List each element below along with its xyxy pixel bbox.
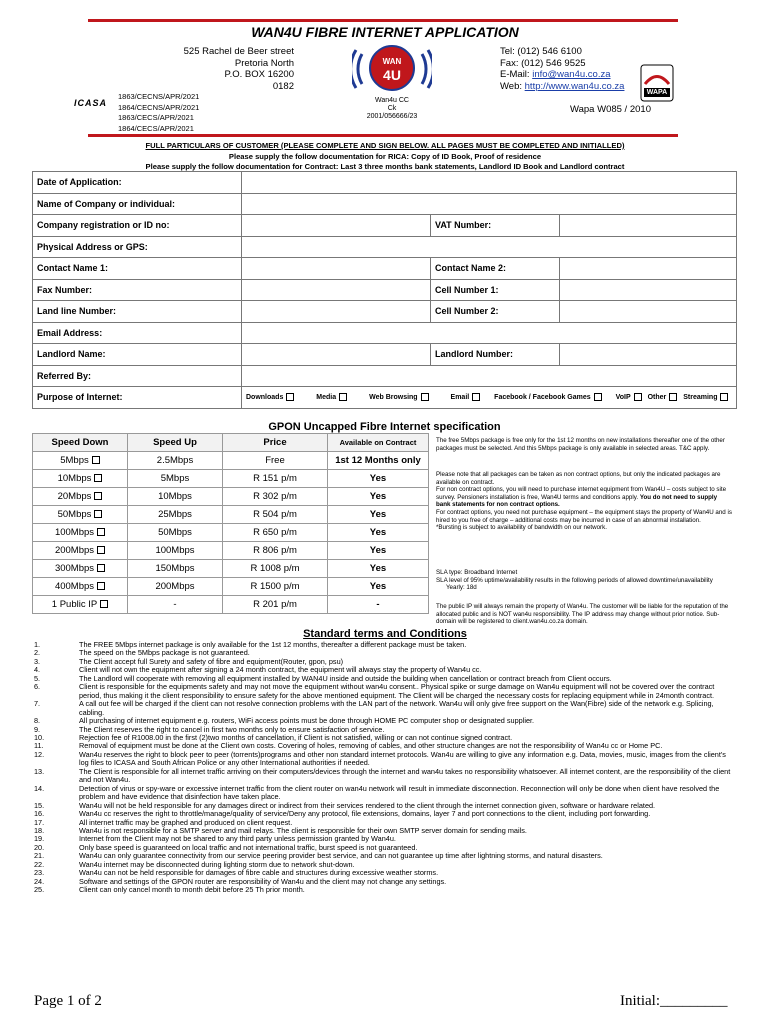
contact1-label: Contact Name 1:	[33, 258, 242, 280]
term-item	[34, 700, 734, 717]
cell-text: Free	[265, 455, 285, 466]
term-number: 19.	[34, 834, 45, 844]
term-number: 7.	[34, 699, 41, 709]
spec-cell	[328, 560, 429, 578]
col-header: Speed Down	[33, 434, 128, 452]
note-bold: You do not need to supply bank statements for non contract options.	[436, 493, 718, 509]
spec-cell	[128, 470, 223, 488]
spec-cell	[33, 560, 128, 578]
term-number: 2.	[34, 648, 41, 658]
reg-field[interactable]	[242, 215, 431, 237]
col-header: Price	[223, 434, 328, 452]
vat-label: VAT Number:	[431, 215, 560, 237]
note-line: SLA level of 95% uptime/availability results in the following periods of allowed downtime/unavailability	[436, 576, 713, 584]
spec-cell	[328, 578, 429, 596]
landline-field[interactable]	[242, 301, 431, 323]
option-label: Web Browsing	[369, 394, 418, 402]
speed-checkbox[interactable]	[94, 492, 102, 500]
web-label: Web:	[500, 80, 525, 92]
company-field[interactable]	[242, 193, 737, 215]
col-header: Available on Contract	[328, 434, 429, 452]
term-number: 11.	[34, 741, 44, 751]
term-item	[34, 683, 734, 700]
cell-text: 150Mbps	[155, 563, 195, 574]
cell-text: Yes	[369, 473, 387, 484]
checkbox[interactable]	[594, 393, 602, 401]
option-label: Email	[450, 394, 470, 402]
spec-row	[33, 470, 429, 488]
landlord-number-label: Landlord Number:	[431, 344, 560, 366]
term-number: 15.	[34, 800, 45, 810]
checkbox[interactable]	[669, 393, 677, 401]
instruction-line: Please supply the follow documentation for Contract: Last 3 three months bank statements, Landlord ID Book and Landlord contract	[145, 162, 625, 171]
spec-cell	[33, 596, 128, 614]
top-divider	[88, 19, 678, 22]
term-number: 21.	[34, 851, 45, 861]
term-number: 22.	[34, 859, 45, 869]
form-row	[33, 279, 737, 301]
option-label: VoIP	[615, 394, 631, 402]
note-text: For non contract options, you will need to purchase internet equipment from Wan4U – costs subject to site survey. Pensioners installation is free, Wan4U terms and conditions apply.	[436, 486, 727, 501]
term-item	[34, 768, 734, 785]
spec-title: GPON Uncapped Fibre Internet specification	[268, 421, 501, 433]
term-number: 4.	[34, 665, 41, 675]
term-text: The FREE 5Mbps internet package is only available for the 1st 12 months, thereafter a different package must be taken.	[79, 640, 467, 649]
term-text: Wan4u is not responsible for a SMTP server and mail relays. The client is responsible for their own SMTP server domain for sending mails.	[79, 825, 527, 835]
icasa-logo: ICASA	[74, 98, 108, 108]
term-text: Removal of equipment must be done at the Client own costs. Covering of holes, removing of cables, and other structure changes are not the responsibility of Wan4u cc or Home PC.	[79, 741, 663, 751]
spec-cell	[328, 488, 429, 506]
landlord-name-label: Landlord Name:	[33, 344, 242, 366]
checkbox[interactable]	[286, 393, 294, 401]
cell-text: 10Mbps	[57, 473, 92, 484]
note-line: Please note that all packages can be taken as non contract options, but only the indicated packages are available on contract.	[436, 471, 721, 486]
company-label: Name of Company or individual:	[33, 193, 242, 215]
form-row	[33, 387, 737, 409]
speed-checkbox[interactable]	[100, 600, 108, 608]
cell-text: 5Mbps	[160, 473, 190, 484]
ref-line: 1864/CECNS/APR/2021	[118, 102, 200, 112]
email-label: E-Mail:	[500, 69, 533, 80]
cell-text: 10Mbps	[158, 491, 192, 502]
term-number: 20.	[34, 842, 45, 852]
spec-cell	[328, 506, 429, 524]
spec-cell	[223, 470, 328, 488]
term-item	[34, 785, 734, 802]
cell-text: 100Mbps	[155, 545, 195, 556]
checkbox[interactable]	[339, 393, 347, 401]
purpose-label: Purpose of Internet:	[33, 387, 242, 409]
speed-checkbox[interactable]	[94, 510, 102, 518]
spec-cell	[223, 596, 328, 614]
spec-cell	[128, 578, 223, 596]
address-line: 525 Rachel de Beer street	[183, 46, 294, 57]
landline-label: Land line Number:	[33, 301, 242, 323]
term-number: 10.	[34, 732, 45, 742]
option-label: Other	[647, 394, 667, 402]
spec-row	[33, 452, 429, 470]
cell-text: 50Mbps	[57, 509, 92, 520]
spec-header-row	[33, 434, 429, 452]
cell-text: Yes	[369, 527, 387, 538]
purpose-option[interactable]	[369, 394, 428, 401]
term-text: The speed on the 5Mbps package is not guaranteed.	[79, 648, 250, 658]
cell1-label: Cell Number 1:	[431, 279, 560, 301]
svg-text:4U: 4U	[383, 67, 401, 83]
address-line: Pretoria North	[234, 57, 294, 69]
term-number: 9.	[34, 724, 41, 734]
term-text: The Client accept full Surety and safety of fibre and equipment(Router, gpon, psu)	[79, 656, 344, 666]
contact2-label: Contact Name 2:	[431, 258, 560, 280]
cell-text: R 302 p/m	[253, 491, 297, 502]
company-address	[184, 46, 294, 92]
purpose-options	[242, 387, 737, 409]
contact-info	[500, 46, 624, 92]
cell-text: 25Mbps	[158, 509, 192, 520]
term-item	[34, 751, 734, 768]
term-number: 17.	[34, 817, 45, 827]
spec-cell	[33, 578, 128, 596]
purpose-option[interactable]	[616, 394, 642, 401]
date-label: Date of Application:	[33, 172, 242, 194]
term-text: The Client is responsible for all internet traffic arriving on their computers/devices through the internet and wan4u takes no responsibility whatsoever. All internet content, are the responsibility of the client and not Wan4u.	[79, 766, 731, 785]
term-text: Wan4u internet may be disconnected during lighting storm due to network shut-down.	[79, 859, 355, 869]
note-line: SLA type: Broadband Internet	[436, 569, 518, 576]
term-item	[34, 886, 734, 894]
reg-label: Company registration or ID no:	[33, 215, 242, 237]
term-number: 5.	[34, 673, 41, 683]
note-free: The free 5Mbps package is free only for the 1st 12 months on new installations thereafter one of the other packages must be selected. And this 5Mbps package is only available in selected areas. T&C apply.	[436, 437, 725, 452]
spec-row	[33, 560, 429, 578]
wan4u-logo	[352, 40, 432, 96]
spec-cell	[128, 542, 223, 560]
term-text: The Landlord will cooperate with removing all equipment installed by WAN4U inside and outside the building when cancellation or contract breach from Client occurs.	[79, 673, 612, 683]
term-text: Only base speed is guaranteed on local traffic and not international traffic, burst speed is not guaranteed.	[79, 842, 418, 852]
note-contract	[436, 471, 732, 532]
wapa-logo-text: WAPA	[646, 89, 668, 96]
address-line: 0182	[272, 80, 294, 92]
spec-cell	[223, 578, 328, 596]
cell-text: R 1500 p/m	[250, 581, 300, 592]
spec-cell	[223, 542, 328, 560]
purpose-option[interactable]	[451, 394, 481, 401]
term-number: 18.	[34, 825, 45, 835]
note-line: *Bursting is subject to availability of bandwidth on our network.	[436, 524, 607, 532]
form-row	[33, 172, 737, 194]
note-ip: The public IP will always remain the property of Wan4u. The customer will be liable for the reputation of the allocated public and is NOT wan4u responsibility. The IP address may change without prior notice. Sub-domain will be registered to client.wan4u.co.za domain.	[436, 603, 729, 626]
cell-text: Yes	[369, 509, 387, 520]
terms-list	[34, 641, 734, 895]
cell-text: R 151 p/m	[253, 473, 297, 484]
form-row	[33, 322, 737, 344]
license-refs	[118, 92, 199, 134]
term-number: 24.	[34, 876, 45, 886]
purpose-option[interactable]	[648, 394, 678, 401]
fax-field[interactable]	[242, 279, 431, 301]
cell-text: -	[173, 599, 177, 610]
cell-text: Yes	[369, 491, 387, 502]
spec-cell	[33, 542, 128, 560]
term-number: 13.	[34, 766, 45, 776]
spec-cell	[128, 596, 223, 614]
term-text: Software and settings of the GPON router are responsibility of Wan4u and the client may not change any settings.	[79, 876, 447, 886]
spec-cell	[33, 470, 128, 488]
term-text: Client is responsible for the equipments safety and may not move the equipment without wan4u consent.. Physical spike or surge damage on Wan4u equipment will not be covered over the contract period, thus making it the client responsibility to ensure safety for the above mentioned equipment. The Client will be charged the necessary costs for replacing equipment while in 24month contract.	[79, 682, 715, 700]
cell-text: R 1008 p/m	[250, 563, 300, 574]
option-label: Downloads	[246, 394, 284, 402]
spec-cell	[223, 560, 328, 578]
spec-row	[33, 506, 429, 524]
term-text: Internet from the Client may not be shared to any third party unless permission granted by Wan4u.	[79, 834, 396, 844]
purpose-option[interactable]	[494, 394, 601, 401]
cc-name: Wan4u CC	[375, 97, 409, 104]
form-row	[33, 215, 737, 237]
fax-label: Fax Number:	[33, 279, 242, 301]
checkbox[interactable]	[720, 393, 728, 401]
spec-cell	[128, 560, 223, 578]
spec-row	[33, 524, 429, 542]
speed-checkbox[interactable]	[97, 546, 105, 554]
initial-field[interactable]: Initial:_________	[620, 993, 728, 1009]
spec-cell	[328, 452, 429, 470]
svg-text:WAN: WAN	[382, 57, 402, 66]
form-row	[33, 301, 737, 323]
option-label: Streaming	[683, 394, 718, 402]
term-text: A call out fee will be charged if the client can not resolve connection problems with the LAN part of the network. Wan4u will only give free support on the Wan(Fibre) side of the network e.g. Splicing, cabling.	[79, 699, 714, 717]
spec-cell	[223, 524, 328, 542]
referred-field[interactable]	[242, 365, 737, 387]
spec-cell	[128, 506, 223, 524]
cell-text: 200Mbps	[54, 545, 95, 556]
spec-row	[33, 596, 429, 614]
note-sla	[436, 569, 732, 592]
purpose-option[interactable]	[316, 394, 347, 401]
landlord-name-field[interactable]	[242, 344, 431, 366]
spec-cell	[223, 452, 328, 470]
cell-text: 100Mbps	[54, 527, 95, 538]
email-line	[500, 69, 624, 81]
checkbox[interactable]	[421, 393, 429, 401]
speed-checkbox[interactable]	[97, 528, 105, 536]
cell-text: 50Mbps	[158, 527, 192, 538]
cell2-field[interactable]	[560, 301, 737, 323]
term-number: 12.	[34, 749, 45, 759]
term-number: 25.	[34, 885, 45, 895]
term-number: 14.	[34, 783, 45, 793]
term-text: Client will not own the equipment after signing a 24 month contract, the equipment will always stay the property of Wan4u cc.	[79, 665, 482, 675]
option-label: Facebook / Facebook Games	[494, 394, 591, 402]
form-row	[33, 258, 737, 280]
spec-row	[33, 578, 429, 596]
form-row	[33, 236, 737, 258]
spec-row	[33, 488, 429, 506]
form-row	[33, 193, 737, 215]
checkbox[interactable]	[634, 393, 642, 401]
spec-cell	[33, 488, 128, 506]
ref-line: 1863/CECS/APR/2021	[118, 113, 194, 122]
speed-checkbox[interactable]	[97, 582, 105, 590]
term-text: Wan4u reserves the right to block peer to peer (torrents)programs and other non standard internet protocols. Wan4u are willing to give any information e.g. Data, movies, music, images from the client's log files to ICASA and South African Police or any other International authorities if needed.	[79, 749, 726, 768]
fax: Fax: (012) 546 9525	[500, 57, 586, 69]
contact2-field[interactable]	[560, 258, 737, 280]
header-divider	[88, 134, 678, 137]
note-line: Yearly: 18d	[446, 584, 477, 592]
cc-info	[362, 97, 422, 121]
term-text: The Client reserves the right to cancel in first two months only to ensure satisfaction of service.	[79, 724, 385, 734]
address-label: Physical Address or GPS:	[33, 236, 242, 258]
term-number: 23.	[34, 868, 45, 878]
term-text: Client can only cancel month to month debit before 25 Th prior month.	[79, 885, 305, 895]
spec-cell	[33, 506, 128, 524]
term-text: Detection of virus or spy-ware or excessive internet traffic from the client router on wan4u network will result in immediate disconnection. Reconnection will only be done when client have resolved the problem and have evidence that disinfection have taken place.	[79, 783, 720, 802]
purpose-option[interactable]	[246, 394, 294, 401]
spec-cell	[128, 524, 223, 542]
ref-line: 1864/CECS/APR/2021	[118, 123, 194, 133]
note-line	[436, 486, 732, 509]
email-link[interactable]: info@wan4u.co.za	[532, 69, 611, 80]
instructions	[0, 141, 770, 173]
landlord-number-field[interactable]	[560, 344, 737, 366]
purpose-option[interactable]	[683, 394, 728, 401]
speed-checkbox[interactable]	[97, 564, 105, 572]
form-row	[33, 344, 737, 366]
cell-text: 5Mbps	[60, 455, 89, 466]
cell-text: 300Mbps	[54, 563, 95, 574]
term-text: Wan4u cc reserves the right to throttle/manage/quality of service/Deny any protocol, file extensions, domains, layer 7 and port connections to the client, including port forwarding.	[79, 809, 651, 819]
cell1-field[interactable]	[560, 279, 737, 301]
cell2-label: Cell Number 2:	[431, 301, 560, 323]
spec-cell	[328, 470, 429, 488]
page-number: Page 1 of 2	[34, 993, 102, 1009]
cell-text: 400Mbps	[54, 581, 95, 592]
cell-text: R 806 p/m	[253, 545, 297, 556]
terms-title: Standard terms and Conditions	[303, 628, 467, 640]
cell-text: 20Mbps	[57, 491, 92, 502]
instruction-line: FULL PARTICULARS OF CUSTOMER (PLEASE COMPLETE AND SIGN BELOW. ALL PAGES MUST BE COMPLETED AND INITIALLED)	[145, 141, 625, 150]
address-field[interactable]	[242, 236, 737, 258]
cell-text: Yes	[369, 581, 387, 592]
cell-text: Yes	[369, 545, 387, 556]
spec-cell	[223, 506, 328, 524]
spec-cell	[328, 524, 429, 542]
cell-text: 2.5Mbps	[156, 455, 194, 466]
checkbox[interactable]	[472, 393, 480, 401]
wapa-logo	[640, 64, 674, 102]
term-number: 6.	[34, 682, 41, 692]
email-label: Email Address:	[33, 322, 242, 344]
date-field[interactable]	[242, 172, 737, 194]
term-text: All purchasing of internet equipment e.g. routers, WiFi access points must be done through HOME PC computer shop or designated supplier.	[79, 716, 535, 726]
term-number: 8.	[34, 716, 41, 726]
speed-checkbox[interactable]	[94, 474, 102, 482]
cc-number: Ck 2001/056666/23	[366, 105, 418, 120]
speed-checkbox[interactable]	[92, 456, 100, 464]
option-label: Media	[316, 394, 337, 402]
spec-cell	[33, 524, 128, 542]
spec-cell	[128, 452, 223, 470]
term-text: All internet traffic may be graphed and produced on client request.	[79, 817, 293, 827]
web-link[interactable]: http://www.wan4u.co.za	[524, 80, 625, 92]
note-line: For contract options, you need not purchase equipment – the equipment stays the property of Wan4U and is hired to you free of charge – additional costs may be incurred in case of an abnormal installation.	[436, 508, 732, 524]
spec-cell	[33, 452, 128, 470]
contact1-field[interactable]	[242, 258, 431, 280]
email-field[interactable]	[242, 322, 737, 344]
cell-text: 1 Public IP	[51, 599, 98, 610]
tel: Tel: (012) 546 6100	[500, 46, 582, 57]
referred-label: Referred By:	[33, 365, 242, 387]
spec-cell	[328, 542, 429, 560]
instruction-line: Please supply the follow documentation for RICA: Copy of ID Book, Proof of residence	[228, 151, 542, 161]
ref-line: 1863/CECNS/APR/2021	[118, 92, 200, 101]
col-header: Speed Up	[128, 434, 223, 452]
term-text: Rejection fee of R1008.00 in the first (2)two months of cancellation, if Client is not satisfied, willing or can not continue signed contract.	[79, 732, 513, 742]
vat-field[interactable]	[560, 215, 737, 237]
cell-text: 1st 12 Months only	[335, 455, 421, 466]
cell-text: R 504 p/m	[253, 509, 297, 520]
spec-row	[33, 542, 429, 560]
term-text: Wan4u can not be held responsible for damages of fibre cable and structures during excessive weather storms.	[79, 868, 439, 878]
form-row	[33, 365, 737, 387]
spec-cell	[328, 596, 429, 614]
wapa-number: Wapa W085 / 2010	[570, 104, 651, 115]
spec-cell	[128, 488, 223, 506]
spec-table	[32, 433, 429, 614]
page-title: WAN4U FIBRE INTERNET APPLICATION	[251, 24, 519, 40]
cell-text: 200Mbps	[155, 581, 195, 592]
address-line: P.O. BOX 16200	[224, 69, 294, 80]
term-text: Wan4u can only guarantee connectivity from our service peering provider best service, and can not guarantee up time after lightning storms, and natural disasters.	[79, 851, 603, 861]
term-text: Wan4u will not be held responsible for any damages direct or indirect from their services rendered to the client through the internet connection given, software or hardware related.	[79, 800, 656, 810]
customer-form	[32, 171, 737, 409]
web-line	[500, 81, 624, 93]
cell-text: R 201 p/m	[253, 599, 297, 610]
cell-text: Yes	[369, 563, 387, 574]
cell-text: -	[376, 599, 380, 610]
term-number: 16.	[34, 809, 45, 819]
term-number: 3.	[34, 656, 41, 666]
cell-text: R 650 p/m	[253, 527, 297, 538]
term-number: 1.	[34, 640, 41, 649]
spec-cell	[223, 488, 328, 506]
